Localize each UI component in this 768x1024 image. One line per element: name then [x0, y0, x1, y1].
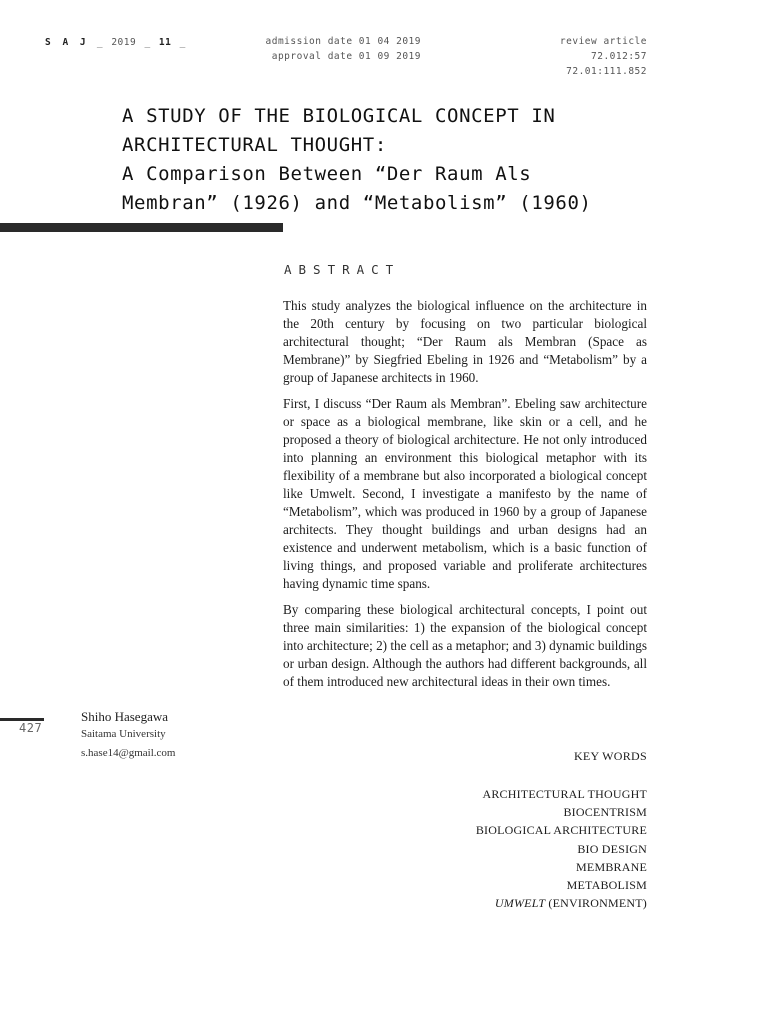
author-affiliation: Saitama University [81, 728, 166, 740]
keywords-list [427, 785, 647, 912]
keyword: ARCHITECTURAL THOUGHT [482, 787, 647, 801]
header-separator: _ [179, 37, 186, 48]
header-separator: _ [144, 37, 151, 48]
title-line: A STUDY OF THE BIOLOGICAL CONCEPT IN [122, 105, 556, 127]
keyword: BIOCENTRISM [563, 805, 647, 820]
article-classification [520, 34, 647, 79]
keyword-rest: (ENVIRONMENT) [548, 896, 647, 911]
header-separator: _ [96, 37, 104, 48]
abstract-paragraph: This study analyzes the biological influence on the architecture in the 20th century by focusing on two particular biological architectural thought; “Der Raum als Membran (Space as Membrane)” by Siegfried Ebeling in 1926 and “Metabolism” by a group of Japanese architects in 1960. [283, 298, 647, 385]
admission-date: admission date 01 04 2019 [265, 36, 421, 47]
page-number: 427 [19, 721, 43, 735]
keyword: MEMBRANE [576, 859, 647, 874]
article-type: review article [559, 36, 647, 47]
subtitle-line: A Comparison Between “Der Raum Als [122, 163, 532, 185]
journal-issue: 11 [158, 37, 172, 48]
udc-code: 72.01:111.852 [566, 66, 647, 77]
abstract-paragraph: First, I discuss “Der Raum als Membran”. Ebeling saw architecture or space as a biological membrane, like skin or a cell, and he proposed a theory of biological architecture. He not only introduced into planning an environment this biological metaphor with its flexibility of a membrane but also incorporated a biological concept like Umwelt. Second, I investigate a manifesto by the name of “Metabolism”, which was produced in 1960 by a group of Japanese architects. They thought buildings and urban designs had an existence and underwent metabolism, which is a basic function of living things, and proposed variable and proliferate architectures having dynamic time spans. [283, 396, 647, 591]
journal-name: S A J [45, 37, 89, 48]
keyword [427, 894, 647, 912]
journal-info [45, 35, 188, 50]
title-divider-bar [0, 223, 283, 232]
subtitle-line: Membran” (1926) and “Metabolism” (1960) [122, 192, 592, 214]
keyword: BIO DESIGN [577, 841, 647, 856]
abstract-paragraph: By comparing these biological architectural concepts, I point out three main similarities: 1) the expansion of the biological concept into architecture; 2) the cell as a metaphor; and 3) dynamic buildings or urban design. Although the authors had different backgrounds, all of them introduced new architectural ideas in their own times. [283, 602, 647, 689]
keyword: METABOLISM [566, 878, 647, 893]
article-dates [260, 34, 421, 64]
author-name: Shiho Hasegawa [81, 709, 169, 724]
article-title [122, 102, 682, 218]
journal-year: 2019 [111, 37, 137, 48]
udc-code: 72.012:57 [591, 51, 647, 62]
keyword-italic-part: UMWELT [494, 896, 546, 911]
abstract-body [283, 297, 647, 699]
keyword: BIOLOGICAL ARCHITECTURE [475, 823, 647, 838]
abstract-heading: ABSTRACT [284, 262, 401, 277]
title-line: ARCHITECTURAL THOUGHT: [122, 134, 387, 156]
author-email: s.hase14@gmail.com [81, 747, 176, 759]
approval-date: approval date 01 09 2019 [271, 51, 421, 62]
keywords-heading: KEY WORDS [573, 749, 647, 763]
